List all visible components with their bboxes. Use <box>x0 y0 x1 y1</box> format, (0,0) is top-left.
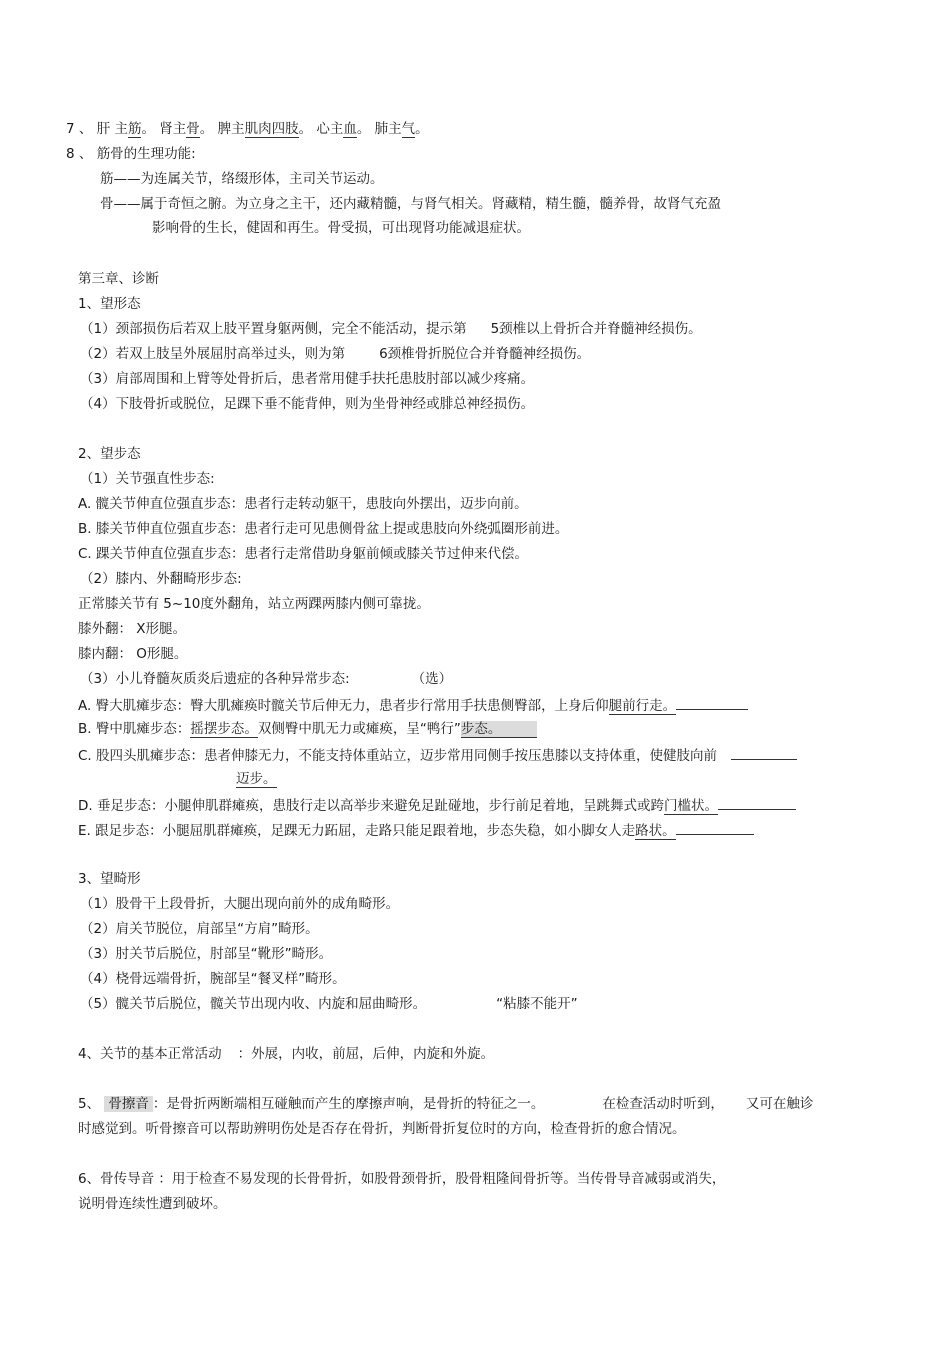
text-span: 双侧臀中肌无力或瘫痪，呈“鸭行” <box>257 721 461 737</box>
section-3-item-1: （1）股骨干上段骨折，大腿出现向前外的成角畸形。 <box>80 896 400 912</box>
section-3-item-2: （2）肩关节脱位，肩部呈“方肩”畸形。 <box>80 921 319 937</box>
fill-blank <box>718 795 796 810</box>
text-span: （选） <box>411 671 453 687</box>
underlined-text: 摇摆步态。 <box>190 721 258 737</box>
polio-gait-a <box>78 695 748 715</box>
section-3-title: 3、望畸形 <box>78 871 141 887</box>
section-3-item-3: （3）肘关节后脱位，肘部呈“靴形”畸形。 <box>80 946 333 962</box>
section-1-item-4: （4）下肢骨折或脱位，足踝下垂不能背伸，则为坐骨神经或腓总神经损伤。 <box>80 396 535 412</box>
underlined-text: 气 <box>401 121 416 137</box>
text-span: （3）小儿脊髓灰质炎后遗症的各种异常步态: <box>80 671 350 687</box>
highlighted-text: 步态。 <box>461 721 538 738</box>
item-number: 7 、 <box>66 121 93 137</box>
text-span: 5颈椎以上骨折合并脊髓神经损伤。 <box>490 321 702 337</box>
item-8 <box>66 145 196 163</box>
section-2-sub-3 <box>80 670 452 688</box>
gait-c: C. 踝关节伸直位强直步态：患者行走常借助身躯前倾或膝关节过伸来代偿。 <box>78 546 529 562</box>
item-7 <box>66 120 429 138</box>
text-span: 。 肺主 <box>356 121 402 137</box>
text-span: ：外展，内收，前屈，后伸，内旋和外旋。 <box>237 1046 495 1062</box>
section-6: 6、骨传导音 ：用于检查不易发现的长骨骨折，如股骨颈骨折，股骨粗隆间骨折等。当传骨导音减弱或消失， <box>78 1171 726 1187</box>
text-span: “粘膝不能开” <box>496 996 578 1012</box>
jin-definition: 筋——为连属关节，络缀形体，主司关节运动。 <box>100 171 384 187</box>
text-span: D. 垂足步态：小腿伸肌群瘫痪，患肢行走以高举步来避免足趾碰地，步行前足着地，呈跳舞式或跨 <box>78 798 664 814</box>
section-1-title: 1、望形态 <box>78 296 141 312</box>
fill-blank <box>731 745 797 760</box>
section-6-cont: 说明骨连续性遭到破坏。 <box>78 1196 227 1212</box>
section-2-sub-1: （1）关节强直性步态: <box>80 471 215 487</box>
fill-blank <box>676 820 754 835</box>
section-3-item-5 <box>80 995 578 1013</box>
text-span: 。 <box>415 121 429 137</box>
item-number: 8 、 <box>66 146 93 162</box>
text-span: 6颈椎骨折脱位合并脊髓神经损伤。 <box>379 346 591 362</box>
section-2-sub-2: （2）膝内、外翻畸形步态: <box>80 571 242 587</box>
section-1-item-1 <box>80 320 702 338</box>
text-span: A. 臀大肌瘫步态：臀大肌瘫痪时髋关节后伸无力，患者步行常用手扶患侧臀部，上身后仰 <box>78 698 609 714</box>
section-1-item-3: （3）肩部周围和上臂等处骨折后，患者常用健手扶托患肢肘部以减少疼痛。 <box>80 371 535 387</box>
section-5 <box>78 1095 813 1113</box>
underlined-text: 路状。 <box>635 823 676 839</box>
gait-b: B. 膝关节伸直位强直步态：患者行走可见患侧骨盆上提或患肢向外绕弧圈形前进。 <box>78 521 569 537</box>
text-span: E. 跟足步态：小腿屈肌群瘫痪，足踝无力跖屈，走路只能足跟着地，步态失稳，如小脚女人走 <box>78 823 636 839</box>
underlined-text: 腿前行走。 <box>608 698 677 714</box>
text-span: 。 心主 <box>298 121 344 137</box>
text-span: 4、关节的基本正常活动 <box>78 1046 222 1062</box>
text-span: （2）若双上肢呈外展屈肘高举过头，则为第 <box>80 346 346 362</box>
underlined-text: 肌肉四肢 <box>244 121 299 137</box>
text-span: 主 <box>114 121 128 137</box>
knee-valgus: 膝外翻： X形腿。 <box>78 621 187 637</box>
polio-gait-c-cont <box>236 770 277 788</box>
item-number: 5、 <box>78 1096 101 1112</box>
gu-definition-line1: 骨——属于奇恒之腑。为立身之主干，还内藏精髓，与肾气相关。肾藏精，精生髓，髓养骨，故肾气充盈 <box>100 196 721 212</box>
polio-gait-e <box>78 820 754 840</box>
polio-gait-d <box>78 795 796 815</box>
underlined-text: 骨 <box>186 121 200 137</box>
text-span: C. 股四头肌瘫步态：患者伸膝无力，不能支持体重站立，迈步常用同侧手按压患膝以支持体重，使健肢向前 <box>78 748 718 764</box>
text-span: 又可在触诊 <box>745 1096 814 1112</box>
knee-varus: 膝内翻： O形腿。 <box>78 646 188 662</box>
text-span: 在检查活动时听到， <box>602 1096 724 1112</box>
underlined-text: 迈步。 <box>236 771 277 787</box>
polio-gait-b <box>78 720 537 738</box>
highlighted-term: 骨擦音 <box>104 1096 153 1112</box>
section-3-item-4: （4）桡骨远端骨折，腕部呈“餐叉样”畸形。 <box>80 971 346 987</box>
normal-knee: 正常膝关节有 5~10度外翻角，站立两踝两膝内侧可靠拢。 <box>78 596 430 612</box>
gu-definition-line2: 影响骨的生长，健固和再生。骨受损，可出现肾功能减退症状。 <box>152 220 530 236</box>
underlined-text: 门槛状。 <box>663 798 718 814</box>
section-4 <box>78 1045 494 1063</box>
chapter-title: 第三章、诊断 <box>78 271 159 287</box>
text-span: 。 肾主 <box>141 121 187 137</box>
polio-gait-c <box>78 745 797 765</box>
text-span: B. 臀中肌瘫步态： <box>78 721 191 737</box>
text-span: 肝 <box>96 121 111 137</box>
text-span: 。 脾主 <box>199 121 245 137</box>
section-1-item-2 <box>80 345 590 363</box>
underlined-text: 筋 <box>127 121 142 137</box>
section-5-cont: 时感觉到。听骨擦音可以帮助辨明伤处是否存在骨折，判断骨折复位时的方向，检查骨折的愈合情况。 <box>78 1121 686 1137</box>
text-span: （1）颈部损伤后若双上肢平置身躯两侧，完全不能活动，提示第 <box>80 321 467 337</box>
gait-a: A. 髋关节伸直位强直步态：患者行走转动躯干，患肢向外摆出，迈步向前。 <box>78 496 528 512</box>
section-2-title: 2、望步态 <box>78 446 141 462</box>
fill-blank <box>676 695 748 710</box>
underlined-text: 血 <box>343 121 357 137</box>
text-span: ：是骨折两断端相互碰触而产生的摩擦声响，是骨折的特征之一。 <box>152 1096 545 1112</box>
item-text: 筋骨的生理功能: <box>96 146 196 162</box>
text-span: （5）髋关节后脱位，髋关节出现内收、内旋和屈曲畸形。 <box>80 996 427 1012</box>
